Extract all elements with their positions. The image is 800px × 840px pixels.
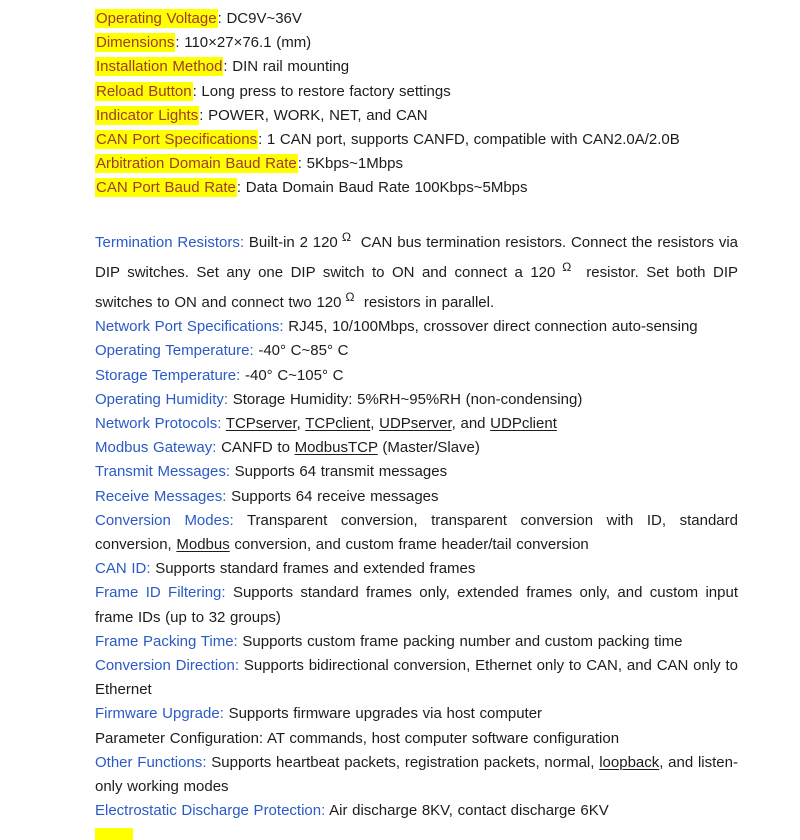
spec-value-segment: Data Domain Baud Rate 100Kbps~5Mbps xyxy=(245,179,528,197)
spec-value-segment: , xyxy=(370,415,380,433)
spec-value-segment: CANFD to xyxy=(221,439,295,457)
spec-label: Installation Method xyxy=(96,58,223,76)
spec-value-segment: 110×27×76.1 (mm) xyxy=(184,34,312,52)
spec-paragraph xyxy=(95,485,738,509)
spec-label: Conversion Direction xyxy=(95,657,235,675)
spec-value-segment: Supports 64 transmit messages xyxy=(234,463,448,481)
spec-label: Dimensions xyxy=(96,34,175,52)
spec-paragraph xyxy=(95,388,738,412)
spec-value-segment: resistor. Set both DIP switches to ON and connect two 120 xyxy=(95,263,743,312)
spec-value-segment: Air discharge 8KV, contact discharge 6KV xyxy=(329,802,609,820)
spec-label: CAN Port Baud Rate xyxy=(96,179,236,197)
ohm-symbol: Ω xyxy=(341,290,355,305)
spec-paragraph xyxy=(95,412,738,436)
spec-value-segment: conversion, and custom frame header/tail conversion xyxy=(229,536,589,554)
spec-label-separator: : xyxy=(223,58,233,76)
spec-label-separator: : xyxy=(236,179,246,197)
spec-value-segment: 1 CAN port, supports CANFD, compatible with CAN2.0A/2.0B xyxy=(266,131,680,149)
spec-value-segment: TCPserver xyxy=(225,415,297,433)
spec-label-separator: : xyxy=(217,10,227,27)
spec-paragraph xyxy=(95,799,738,823)
spec-label-separator: : xyxy=(212,439,222,457)
spec-value-segment: UDPclient xyxy=(490,415,557,433)
spec-label: Modbus Gateway xyxy=(95,439,213,457)
spec-value-segment: CAN bus termination resistors. Connect the resistors via DIP switches. Set any one DIP switch to ON and connect a 120 xyxy=(95,233,743,281)
spec-paragraph xyxy=(95,55,738,79)
spec-label: Other Functions xyxy=(95,753,203,771)
spec-label: Receive Messages xyxy=(95,487,223,505)
spec-label-separator: : xyxy=(239,233,249,251)
spec-paragraph xyxy=(95,364,738,388)
highlight-stub-cutoff xyxy=(95,828,133,840)
spec-value-segment: Supports custom frame packing number and custom packing time xyxy=(242,632,683,650)
paragraph-spacer xyxy=(95,201,738,225)
spec-paragraph xyxy=(95,7,738,31)
spec-label: Termination Resistors xyxy=(95,233,240,251)
spec-value-segment: Supports bidirectional conversion, Ethernet only to CAN, and CAN only to Ethernet xyxy=(95,657,743,699)
spec-value-segment: Supports heartbeat packets, registration packets, normal, xyxy=(211,753,600,771)
spec-paragraph xyxy=(95,436,738,460)
spec-label: Indicator Lights xyxy=(96,106,199,124)
spec-paragraph xyxy=(95,654,743,702)
spec-paragraph xyxy=(95,80,738,104)
spec-value-segment: resistors in parallel. xyxy=(354,294,495,312)
spec-label: Arbitration Domain Baud Rate xyxy=(96,155,297,173)
spec-label-separator: : xyxy=(279,318,289,336)
spec-value-segment: , and xyxy=(451,415,491,433)
spec-label-separator: : xyxy=(221,584,233,602)
spec-label-separator: : xyxy=(229,511,247,529)
spec-paragraph xyxy=(95,557,738,581)
spec-label-separator: : xyxy=(175,34,185,52)
spec-paragraph xyxy=(95,581,743,629)
spec-paragraph xyxy=(95,702,738,726)
spec-label-separator: : xyxy=(233,632,243,650)
spec-label-separator: : xyxy=(219,705,229,723)
spec-label: Electrostatic Discharge Protection xyxy=(95,802,322,820)
spec-label-separator: : xyxy=(258,131,267,149)
spec-label-separator: : xyxy=(223,390,233,408)
spec-label-separator: : xyxy=(321,802,330,820)
spec-value-segment: DIN rail mounting xyxy=(232,58,350,76)
spec-paragraph xyxy=(95,152,738,176)
spec-paragraph xyxy=(95,751,738,799)
spec-label-separator: : xyxy=(217,415,226,433)
spec-value-segment: Supports 64 receive messages xyxy=(231,487,439,505)
spec-label-separator: : xyxy=(249,342,259,360)
spec-label-separator: : xyxy=(199,106,209,124)
spec-paragraph xyxy=(95,128,738,152)
spec-value-segment: Supports firmware upgrades via host computer xyxy=(228,705,543,723)
spec-paragraph xyxy=(95,460,738,484)
spec-paragraph xyxy=(95,509,743,557)
spec-label: Parameter Configuration xyxy=(95,729,259,747)
spec-label: Reload Button xyxy=(96,82,192,100)
spec-label: Conversion Modes xyxy=(95,511,230,529)
ohm-symbol: Ω xyxy=(555,259,572,274)
spec-value-segment: DC9V~36V xyxy=(226,10,302,27)
spec-value-segment: Long press to restore factory settings xyxy=(201,82,451,100)
spec-label-separator: : xyxy=(225,463,235,481)
spec-value-segment: 5Kbps~1Mbps xyxy=(306,155,403,173)
spec-label-separator: : xyxy=(234,657,244,675)
spec-value-segment: Modbus xyxy=(176,536,230,554)
spec-label: Storage Temperature xyxy=(95,366,237,384)
spec-label-separator: : xyxy=(222,487,232,505)
spec-value-segment: UDPserver xyxy=(379,415,452,433)
spec-value-segment: Supports standard frames and extended frames xyxy=(155,560,476,578)
spec-paragraph xyxy=(95,225,743,316)
spec-value-segment: RJ45, 10/100Mbps, crossover direct connection auto-sensing xyxy=(288,318,698,336)
spec-label-separator: : xyxy=(192,82,202,100)
spec-value-segment: Transparent conversion, transparent conversion with ID, standard conversion, xyxy=(95,511,743,554)
spec-value-segment: AT commands, host computer software configuration xyxy=(266,729,620,747)
spec-label: Network Protocols xyxy=(95,415,218,433)
spec-value-segment: , xyxy=(296,415,306,433)
spec-paragraph xyxy=(95,176,738,200)
spec-label: CAN Port Specifications xyxy=(96,131,258,149)
spec-label: Network Port Specifications xyxy=(95,318,280,336)
spec-label: Operating Temperature xyxy=(95,342,250,360)
spec-value-segment: POWER, WORK, NET, and CAN xyxy=(208,106,428,124)
spec-paragraph xyxy=(95,630,738,654)
spec-value-segment: TCPclient xyxy=(305,415,371,433)
spec-label: Frame Packing Time xyxy=(95,632,234,650)
spec-label-separator: : xyxy=(236,366,245,384)
spec-label-separator: : xyxy=(146,560,156,578)
spec-label: Transmit Messages xyxy=(95,463,226,481)
spec-label-separator: : xyxy=(202,753,212,771)
spec-value-segment: Storage Humidity: 5%RH~95%RH (non-condensing) xyxy=(232,390,583,408)
ohm-symbol: Ω xyxy=(337,229,352,244)
spec-label: Operating Voltage xyxy=(96,10,217,27)
spec-label-separator: : xyxy=(297,155,307,173)
spec-value-segment: Supports standard frames only, extended frames only, and custom input frame IDs (up to 32 groups) xyxy=(95,584,743,626)
spec-value-segment: Built-in 2 120 xyxy=(248,233,338,251)
spec-paragraph xyxy=(95,727,738,751)
spec-value-segment: (Master/Slave) xyxy=(377,439,480,457)
spec-paragraph xyxy=(95,31,738,55)
spec-label: Frame ID Filtering xyxy=(95,584,222,602)
spec-paragraph xyxy=(95,315,738,339)
spec-label: Operating Humidity xyxy=(95,390,224,408)
spec-label: Firmware Upgrade xyxy=(95,705,220,723)
spec-value-segment: , and listen-only working modes xyxy=(95,753,738,796)
spec-paragraph xyxy=(95,104,738,128)
spec-label-separator: : xyxy=(258,729,267,747)
spec-value-segment: ModbusTCP xyxy=(294,439,378,457)
spec-value-segment: -40° C~105° C xyxy=(244,366,344,384)
spec-value-segment: -40° C~85° C xyxy=(258,342,349,360)
spec-value-segment: loopback xyxy=(599,753,660,771)
spec-label: CAN ID xyxy=(95,560,147,578)
spec-paragraph xyxy=(95,339,738,363)
